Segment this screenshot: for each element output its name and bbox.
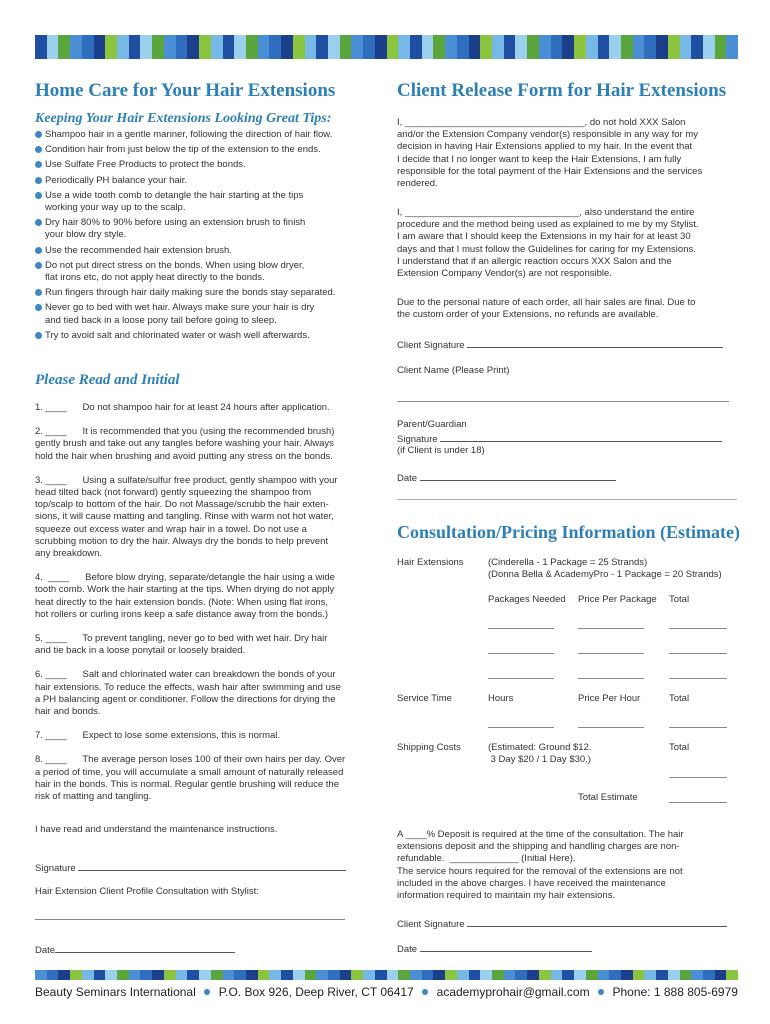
bullet-icon (35, 131, 42, 138)
shipping-label: Shipping Costs (397, 742, 461, 753)
total-line[interactable] (669, 628, 727, 629)
tip-line: Periodically PH balance your hair. (45, 174, 188, 186)
stripe-segment (375, 970, 387, 980)
stripe-segment (574, 970, 586, 980)
initial-item-line: tooth comb. Work the hair starting at the tips. When drying do not apply (35, 584, 335, 596)
stripe-segment (433, 970, 445, 980)
release-line: Due to the personal nature of each order, all hair sales are final. Due to (397, 297, 696, 308)
stripe-segment (715, 35, 727, 59)
stripe-segment (387, 970, 399, 980)
deposit-line: information required to maintain my hair extensions. (397, 890, 616, 902)
stripe-segment (633, 35, 645, 59)
total-estimate-line[interactable] (669, 802, 727, 803)
stripe-segment (691, 970, 703, 980)
stripe-segment (480, 35, 492, 59)
stripe-segment (574, 35, 586, 59)
right-date-label: Date (397, 473, 418, 484)
initial-item-line: and tie back in a loose ponytail or loosely braided. (35, 645, 246, 657)
initial-item-line: gently brush and take out any tangles before washing your hair. Always (35, 438, 334, 450)
footer-company: Beauty Seminars International (35, 985, 196, 999)
client-name-label: Client Name (Please Print) (397, 365, 510, 376)
stripe-segment (422, 35, 434, 59)
hours-line[interactable] (488, 727, 554, 728)
tip-item (35, 217, 365, 241)
release-line: procedure and the method being used as explained to me by my Stylist. (397, 219, 699, 231)
tips-list (35, 129, 365, 345)
stripe-segment (398, 970, 410, 980)
tip-item (35, 302, 365, 326)
stripe-segment (94, 970, 106, 980)
initial-item[interactable] (35, 633, 355, 657)
shipping-note-1: (Estimated: Ground $12. (488, 742, 592, 753)
initial-item-line: sions, it will cause matting and tangling. Rinse with warm not hot water, (35, 511, 334, 523)
price-hour-line[interactable] (578, 727, 644, 728)
bullet-icon (35, 177, 42, 184)
read-initial-heading: Please Read and Initial (35, 372, 180, 388)
stripe-segment (340, 970, 352, 980)
initial-item-line: any breakdown. (35, 548, 103, 560)
acknowledge-text: I have read and understand the maintenance instructions. (35, 824, 278, 835)
stripe-segment (562, 35, 574, 59)
stripe-segment (82, 970, 94, 980)
stripe-segment (129, 970, 141, 980)
stripe-segment (609, 35, 621, 59)
release-line: I decide that I no longer want to keep the Hair Extensions, I am fully (397, 153, 682, 165)
section-divider (397, 499, 737, 500)
stripe-segment (433, 35, 445, 59)
col-hours: Hours (488, 693, 514, 704)
stripe-segment (293, 970, 305, 980)
pkg-line[interactable] (488, 678, 554, 679)
stripe-segment (234, 35, 246, 59)
stripe-segment (70, 35, 82, 59)
tip-line: your blow dry style. (45, 229, 127, 241)
total-line[interactable] (669, 678, 727, 679)
stripe-segment (328, 35, 340, 59)
deposit-line: A ____% Deposit is required at the time of the consultation. The hair (397, 829, 684, 840)
stripe-segment (469, 35, 481, 59)
stripe-segment (176, 970, 188, 980)
price-line[interactable] (578, 653, 644, 654)
stripe-segment (58, 35, 70, 59)
tip-line: and tied back in a loose pony tail before going to sleep. (45, 314, 277, 326)
initial-item-line: a PH balancing agent or conditioner. Follow the directions for drying the (35, 693, 336, 705)
price-line[interactable] (578, 678, 644, 679)
tip-line: Dry hair 80% to 90% before using an extension brush to finish (45, 217, 306, 229)
stripe-segment (246, 35, 258, 59)
bullet-icon (35, 146, 42, 153)
stripe-segment (668, 35, 680, 59)
top-stripe (35, 35, 738, 59)
stripe-segment (293, 35, 305, 59)
stripe-segment (515, 35, 527, 59)
release-line: I am aware that I should keep the Extensions in my hair for at least 30 (397, 231, 691, 243)
stripe-segment (375, 35, 387, 59)
stripe-segment (480, 970, 492, 980)
consult-label: Hair Extension Client Profile Consultation with Stylist: (35, 886, 259, 897)
initial-item-line: hair in the bonds. This is normal. Regular gentle brushing will reduce the (35, 778, 339, 790)
client-name-line[interactable] (397, 401, 729, 402)
stripe-segment (445, 970, 457, 980)
footer-email[interactable]: academyprohair@gmail.com (436, 985, 590, 999)
bullet-icon (35, 219, 42, 226)
initial-item[interactable] (35, 754, 355, 803)
stripe-segment (703, 35, 715, 59)
left-signature-line[interactable] (35, 861, 346, 875)
stripe-segment (551, 35, 563, 59)
stripe-segment (223, 35, 235, 59)
release-line: the custom order of your Extensions, no refunds are available. (397, 309, 659, 321)
initial-item[interactable] (35, 730, 355, 742)
initial-item-line: 3. ____ Using a sulfate/sulfur free product, gently shampoo with your (35, 474, 338, 486)
stripe-segment (82, 35, 94, 59)
release-form-title: Client Release Form for Hair Extensions (397, 80, 727, 101)
initial-item[interactable] (35, 572, 355, 621)
bullet-icon (35, 304, 42, 311)
stripe-segment (527, 970, 539, 980)
footer-address: P.O. Box 926, Deep River, CT 06417 (218, 985, 414, 999)
initial-item-line: 4. ____ Before blow drying, separate/detangle the hair using a wide (35, 572, 335, 584)
tip-item (35, 330, 365, 342)
stripe-segment (211, 35, 223, 59)
initial-item-line: hot rollers or curling irons keep a safe distance away from the bonds.) (35, 608, 329, 620)
initial-item-line: head tilted back (not forward) gently squeezing the shampoo from (35, 487, 312, 499)
stripe-segment (223, 970, 235, 980)
initial-item-line: 2. ____ It is recommended that you (using the recommended brush) (35, 426, 335, 438)
service-label: Service Time (397, 693, 452, 704)
left-date-line[interactable] (35, 943, 235, 957)
pkg-line[interactable] (488, 628, 554, 629)
shipping-total-line[interactable] (669, 777, 727, 778)
bullet-icon (35, 332, 42, 339)
stripe-segment (340, 35, 352, 59)
stripe-segment (410, 970, 422, 980)
stripe-segment (492, 970, 504, 980)
initial-item[interactable] (35, 475, 355, 560)
tip-item (35, 260, 365, 284)
stripe-segment (492, 35, 504, 59)
initial-item-line: a period of time, you will accumulate a small amount of naturally released (35, 766, 344, 778)
stripe-segment (164, 970, 176, 980)
deposit-line: refundable. _____________ (Initial Here). (397, 853, 576, 865)
stripe-segment (35, 970, 47, 980)
tip-item (35, 129, 365, 141)
stripe-segment (726, 970, 738, 980)
consult-line[interactable] (35, 919, 345, 920)
stripe-segment (269, 35, 281, 59)
stripe-segment (363, 35, 375, 59)
stripe-segment (644, 35, 656, 59)
stripe-segment (351, 970, 363, 980)
deposit-line: included in the above charges. I have received the maintenance (397, 877, 666, 889)
col-total: Total (669, 594, 690, 605)
parent-label: Parent/Guardian (397, 419, 467, 430)
stripe-segment (281, 970, 293, 980)
stripe-segment (644, 970, 656, 980)
stripe-segment (258, 970, 270, 980)
right-date-2-label: Date (397, 944, 418, 955)
stripe-segment (117, 35, 129, 59)
stripe-segment (515, 970, 527, 980)
stripe-segment (328, 970, 340, 980)
stripe-segment (105, 970, 117, 980)
stripe-segment (422, 970, 434, 980)
tip-line: flat irons etc, do not apply heat directly to the bonds. (45, 272, 265, 284)
stripe-segment (457, 35, 469, 59)
tip-line: Use Sulfate Free Products to protect the bonds. (45, 159, 246, 171)
stripe-segment (469, 970, 481, 980)
initial-item-line: hair and bonds. (35, 706, 101, 718)
stripe-segment (539, 970, 551, 980)
stripe-segment (680, 35, 692, 59)
deposit-line: extensions deposit and the shipping and handling charges are non- (397, 841, 680, 853)
hair-ext-note-1: (Cinderella - 1 Package = 25 Strands) (488, 557, 648, 568)
stripe-segment (140, 35, 152, 59)
stripe-segment (234, 970, 246, 980)
initial-item-line: squeeze out excess water and wrap hair in a towel. Do not use a (35, 523, 307, 535)
stripe-segment (246, 970, 258, 980)
col-packages: Packages Needed (488, 594, 566, 605)
stripe-segment (187, 35, 199, 59)
deposit-paragraph (397, 829, 684, 902)
stripe-segment (445, 35, 457, 59)
price-line[interactable] (578, 628, 644, 629)
stripe-segment (70, 970, 82, 980)
release-line: I, __________________________________, do not hold XXX Salon (397, 117, 686, 128)
release-line: days and that I must follow the Guidelines for caring for my Extensions. (397, 243, 696, 255)
stripe-segment (152, 35, 164, 59)
tip-line: Shampoo hair in a gentle manner, following the direction of hair flow. (45, 129, 333, 140)
hair-ext-label: Hair Extensions (397, 557, 464, 568)
stripe-segment (164, 35, 176, 59)
stripe-segment (187, 970, 199, 980)
stripe-segment (199, 35, 211, 59)
bottom-stripe (35, 970, 738, 980)
initial-item[interactable] (35, 426, 355, 463)
stripe-segment (105, 35, 117, 59)
stripe-segment (680, 970, 692, 980)
stripe-segment (387, 35, 399, 59)
left-date-label: Date (35, 945, 56, 956)
release-paragraph-2 (397, 207, 699, 280)
release-line: rendered. (397, 178, 438, 190)
col-price-package: Price Per Package (578, 594, 657, 605)
stripe-segment (152, 970, 164, 980)
tip-item (35, 175, 365, 187)
release-paragraph-3 (397, 297, 695, 321)
stripe-segment (598, 970, 610, 980)
tip-item (35, 144, 365, 156)
stripe-segment (586, 970, 598, 980)
stripe-segment (562, 970, 574, 980)
service-total-line[interactable] (669, 727, 727, 728)
tip-line: Use the recommended hair extension brush. (45, 244, 232, 256)
stripe-segment (504, 35, 516, 59)
hair-ext-note-2: (Donna Bella & AcademyPro - 1 Package = 20 Strands) (488, 569, 722, 580)
initial-item-line: hold the hair when brushing and avoid putting any stress on the bonds. (35, 450, 333, 462)
stripe-segment (609, 970, 621, 980)
initial-item-line: 1. ____ Do not shampoo hair for at least 24 hours after application. (35, 402, 330, 413)
stripe-segment (691, 35, 703, 59)
right-date-line[interactable] (397, 471, 616, 485)
client-signature-2-label: Client Signature (397, 919, 465, 930)
stripe-segment (621, 970, 633, 980)
initial-item-line: 8. ____ The average person loses 100 of their own hairs per day. Over (35, 754, 346, 766)
initial-item-line: top/scalp to bottom of the hair. Do not Massage/scrubb the hair exten- (35, 499, 329, 511)
stripe-segment (129, 35, 141, 59)
stripe-segment (258, 35, 270, 59)
pkg-line[interactable] (488, 653, 554, 654)
parent-signature-label: Signature (397, 434, 438, 445)
bullet-icon (35, 192, 42, 199)
col-price-hour: Price Per Hour (578, 693, 641, 704)
stripe-segment (140, 970, 152, 980)
bullet-icon (35, 161, 42, 168)
tip-line: Condition hair from just below the tip of the extension to the ends. (45, 144, 321, 156)
stripe-segment (621, 35, 633, 59)
deposit-line: The service hours required for the removal of the extensions are not (397, 865, 683, 877)
stripe-segment (269, 970, 281, 980)
tip-line: Try to avoid salt and chlorinated water or wash well afterwards. (45, 329, 310, 341)
stripe-segment (633, 970, 645, 980)
release-line: and/or the Extension Company vendor(s) responsible in any way for my (397, 129, 698, 141)
footer-phone[interactable]: Phone: 1 888 805-6979 (612, 985, 738, 999)
tip-line: working your way up to the scalp. (45, 202, 186, 214)
bullet-icon (35, 289, 42, 296)
stripe-segment (351, 35, 363, 59)
initial-item-line: risk of matting and tangling. (35, 791, 152, 803)
stripe-segment (211, 970, 223, 980)
stripe-segment (715, 970, 727, 980)
stripe-segment (316, 35, 328, 59)
tip-line: Use a wide tooth comb to detangle the hair starting at the tips (45, 189, 304, 201)
left-signature-label: Signature (35, 863, 76, 874)
stripe-segment (281, 35, 293, 59)
stripe-segment (58, 970, 70, 980)
stripe-segment (656, 35, 668, 59)
release-line: I, _________________________________, also understand the entire (397, 207, 695, 218)
footer (35, 985, 738, 999)
tip-item (35, 287, 365, 299)
stripe-segment (410, 35, 422, 59)
client-signature-2-line[interactable] (397, 917, 727, 931)
stripe-segment (551, 970, 563, 980)
stripe-segment (726, 35, 738, 59)
stripe-segment (305, 970, 317, 980)
stripe-segment (35, 35, 47, 59)
tip-line: Do not put direct stress on the bonds. When using blow dryer, (45, 259, 305, 271)
col-total-shipping: Total (669, 742, 690, 753)
stripe-segment (703, 970, 715, 980)
initial-item[interactable] (35, 402, 355, 414)
tip-line: Run fingers through hair daily making sure the bonds stay separated. (45, 287, 336, 299)
release-line: Extension Company Vendor(s) are not responsible. (397, 268, 612, 280)
total-line[interactable] (669, 653, 727, 654)
stripe-segment (668, 970, 680, 980)
stripe-segment (316, 970, 328, 980)
initial-item-line: heat directly to the hair extension bonds. (Note: When using flat irons, (35, 596, 329, 608)
stripe-segment (398, 35, 410, 59)
stripe-segment (539, 35, 551, 59)
stripe-segment (117, 970, 129, 980)
initial-items (35, 402, 355, 815)
pricing-title: Consultation/Pricing Information (Estimate) (397, 522, 740, 542)
initial-item-line: 6. ____ Salt and chlorinated water can breakdown the bonds of your (35, 669, 336, 681)
tip-line: Never go to bed with wet hair. Always make sure your hair is dry (45, 302, 315, 314)
tip-item (35, 245, 365, 257)
total-estimate-label: Total Estimate (578, 792, 638, 803)
stripe-segment (47, 35, 59, 59)
stripe-segment (176, 35, 188, 59)
stripe-segment (457, 970, 469, 980)
bullet-icon (35, 262, 42, 269)
release-line: I understand that if an allergic reaction occurs XXX Salon and the (397, 255, 672, 267)
bullet-icon (35, 247, 42, 254)
tips-heading: Keeping Your Hair Extensions Looking Great Tips: (35, 111, 332, 126)
initial-item-line: 5. ____ To prevent tangling, never go to bed with wet hair. Dry hair (35, 633, 328, 645)
bullet-icon (422, 989, 428, 995)
col-total-service: Total (669, 693, 690, 704)
client-signature-label: Client Signature (397, 340, 465, 351)
client-signature-line[interactable] (397, 338, 723, 352)
release-line: responsible for the total payment of the Hair Extensions and the services (397, 165, 703, 177)
release-line: decision in having Hair Extensions applied to my hair. In the event that (397, 141, 693, 153)
bullet-icon (204, 989, 210, 995)
stripe-segment (598, 35, 610, 59)
tip-item (35, 159, 365, 171)
bullet-icon (598, 989, 604, 995)
initial-item[interactable] (35, 669, 355, 718)
stripe-segment (363, 970, 375, 980)
stripe-segment (586, 35, 598, 59)
stripe-segment (305, 35, 317, 59)
parent-note: (if Client is under 18) (397, 445, 485, 456)
initial-item-line: 7. ____ Expect to lose some extensions, this is normal. (35, 730, 281, 742)
right-date-2-line[interactable] (397, 942, 592, 956)
shipping-note-2: 3 Day $20 / 1 Day $30.) (488, 754, 591, 765)
stripe-segment (94, 35, 106, 59)
stripe-segment (656, 970, 668, 980)
initial-item-line: scrubbing motion to dry the hair. Always dry the bonds to help prevent (35, 535, 329, 547)
stripe-segment (527, 35, 539, 59)
tip-item (35, 190, 365, 214)
stripe-segment (504, 970, 516, 980)
home-care-title: Home Care for Your Hair Extensions (35, 80, 336, 101)
initial-item-line: hair extensions. To reduce the effects, wash hair after swimming and use (35, 681, 341, 693)
stripe-segment (47, 970, 59, 980)
stripe-segment (199, 970, 211, 980)
release-paragraph-1 (397, 117, 702, 190)
